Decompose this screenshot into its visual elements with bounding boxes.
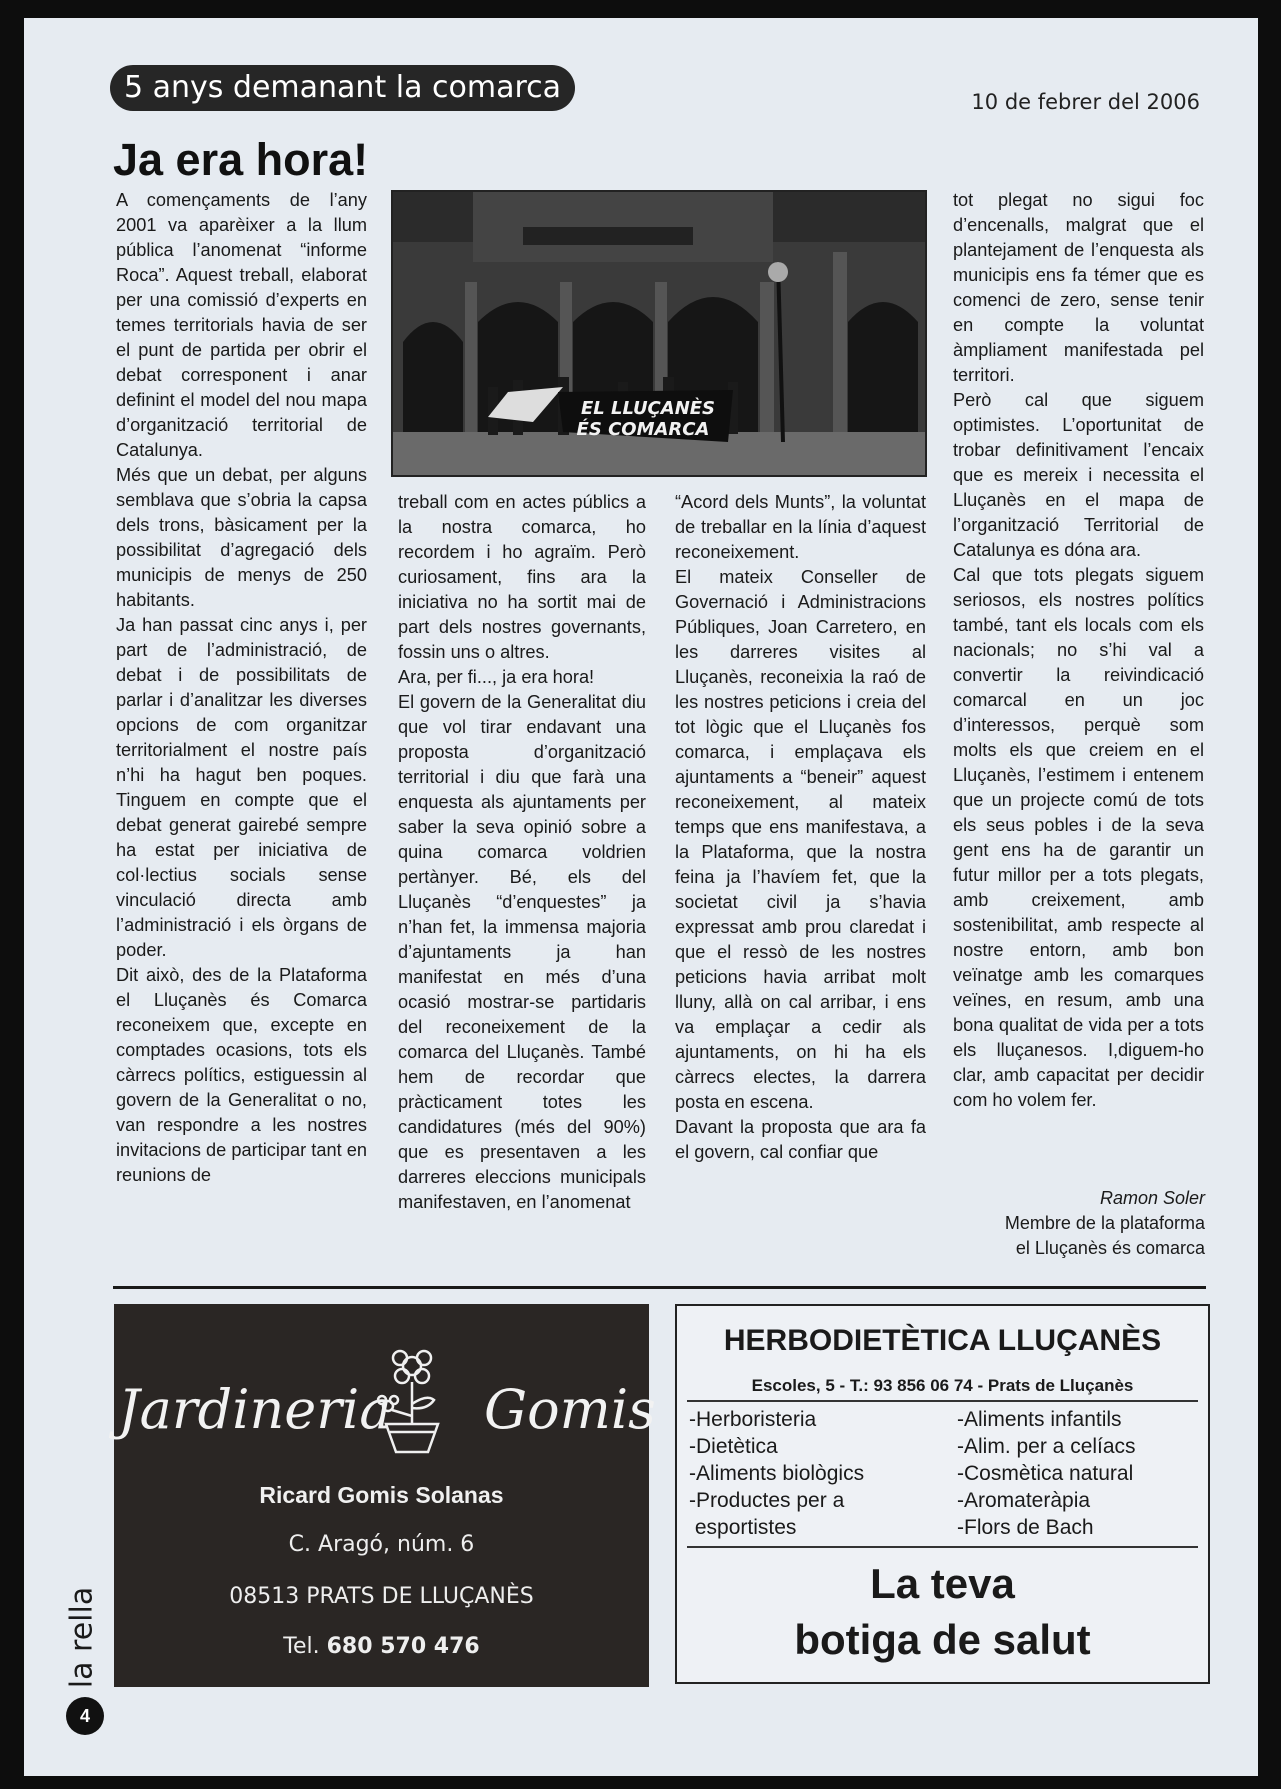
paragraph: Ja han passat cinc anys i, per part de l’administració, de debat i de possibilitats de parlar i d’analitzar les diverses opcions de com organitzar territorialment el nostre país n’hi ha hagut ben poques. Tinguem en compte que el debat generat gairebé sempre ha estat per iniciativa de col·lectius socials sense vinculació directa amb l’administració i els òrgans de poder. xyxy=(116,615,367,960)
issue-date: 10 de febrer del 2006 xyxy=(971,90,1200,114)
list-item: -Aromateràpia xyxy=(957,1489,1091,1512)
list-item: -Flors de Bach xyxy=(957,1516,1094,1539)
product-list-left xyxy=(689,1406,864,1541)
divider xyxy=(687,1546,1198,1548)
phone-number: 680 570 476 xyxy=(326,1634,480,1659)
list-item: -Productes per a xyxy=(689,1489,845,1512)
herbodietetica-ad xyxy=(675,1304,1210,1684)
paragraph: Però cal que siguem optimistes. L’oportunitat de trobar definitivament l’encaix que es mereix i necessita el Lluçanès en el mapa de l’organització Territorial de Catalunya es dóna ara. xyxy=(953,390,1204,560)
slogan-line-1: La teva xyxy=(870,1560,1015,1607)
page-number: 4 xyxy=(66,1697,104,1735)
list-item: -Aliments infantils xyxy=(957,1408,1122,1431)
product-list-right xyxy=(957,1406,1136,1541)
ad-brand-name-right: Gomis xyxy=(484,1378,656,1441)
paragraph: Cal que tots plegats siguem seriosos, els nostres polítics també, tant els locals com els nacionals; no s’hi val a convertir la reivindicació comarcal en un joc d’interessos, perquè som molts els que creiem en el Lluçanès, l’estimem i entenem que un projecte comú de tots els seus pobles i de la seva gent ens ha de garantir un futur millor per a tots plegats, amb creixement, amb sostenibilitat, amb respecte al nostre entorn, amb bon veïnatge amb les comarques veïnes, en resum, amb una bona qualitat de vida per a tots els lluçanesos. I,diguem-ho clar, amb capacitat per decidir com ho volem fer. xyxy=(953,565,1204,1110)
ad-address: C. Aragó, núm. 6 xyxy=(288,1532,475,1557)
list-item: -Aliments biològics xyxy=(689,1462,865,1485)
list-item: esportistes xyxy=(689,1516,797,1539)
author-role: Membre de la plataforma xyxy=(1004,1213,1205,1233)
article-column-2 xyxy=(398,490,646,1215)
article-signature xyxy=(900,1186,1205,1261)
slogan-line-2: botiga de salut xyxy=(794,1616,1091,1663)
ad-slogan xyxy=(677,1556,1208,1668)
paragraph: Ara, per fi..., ja era hora! xyxy=(398,667,595,687)
brand-text: la rella xyxy=(64,1586,100,1689)
flower-pot-icon xyxy=(372,1344,452,1464)
paragraph: El govern de la Generalitat diu que vol tirar endavant una proposta d’organització territorial i diu que farà una enquesta als ajuntaments per saber la seva opinió sobre a quina comarca voldrien pertànyer. Bé, els del Lluçanès “d’enquestes” ja n’han fet, la immensa majoria d’ajuntaments ja han manifestat en més d’una ocasió mostrar-se partidaris del reconeixement de la comarca del Lluçanès. També hem de recordar que pràcticament totes les candidatures (més del 90%) que es presentaven a les darreres eleccions municipals manifestaven, en l’anomenat xyxy=(398,692,646,1212)
list-item: -Dietètica xyxy=(689,1435,778,1458)
paragraph: Més que un debat, per alguns semblava que s’obria la capsa dels trons, bàsicament per la possibilitat d’agregació dels municipis de menys de 250 habitants. xyxy=(116,465,367,610)
ad-owner-name: Ricard Gomis Solanas xyxy=(259,1482,504,1508)
author-name: Ramon Soler xyxy=(1099,1188,1205,1208)
section-title: 5 anys demanant la comarca xyxy=(110,65,575,111)
section-divider xyxy=(113,1286,1206,1289)
list-item: -Cosmètica natural xyxy=(957,1462,1134,1485)
ad-phone xyxy=(114,1634,649,1659)
paragraph: tot plegat no sigui foc d’encenalls, malgrat que el plantejament de l’enquesta als municipis ens fa témer que es comenci de zero, sense tenir en compte la voluntat àmpliament manifestada pel territori. xyxy=(953,190,1204,385)
paragraph: Davant la proposta que ara fa el govern, cal confiar que xyxy=(675,1117,926,1162)
article-headline: Ja era hora! xyxy=(113,134,369,185)
ad-brand-name-left: Jardineria xyxy=(118,1378,392,1441)
publication-brand xyxy=(52,1580,112,1700)
protest-photo-illustration xyxy=(393,192,925,475)
paragraph: Dit això, des de la Plataforma el Lluçanès és Comarca reconeixem que, excepte en comptades ocasions, tots els càrrecs polítics, estiguessin al govern de la Generalitat o no, van respondre a les nostres invitacions de participar tant en reunions de xyxy=(116,965,367,1185)
article-column-1 xyxy=(116,188,367,1188)
ad-contact-line: Escoles, 5 - T.: 93 856 06 74 - Prats de Lluçanès xyxy=(751,1376,1134,1395)
phone-label: Tel. xyxy=(283,1634,320,1659)
paragraph: El mateix Conseller de Governació i Administracions Públiques, Joan Carretero, en les darreres visites al Lluçanès, reconeixia la raó de les nostres peticions i creia del tot lògic que el Lluçanès fos comarca, i emplaçava els ajuntaments a “beneir” aquest reconeixement, al mateix temps que ens manifestava, a la Plataforma, que la nostra feina ja l’havíem fet, que la societat civil ja s’havia expressat amb prou claredat i que el ressò de les nostres peticions havia arribat molt lluny, allà on cal arribar, i ens va emplaçar a cedir als ajuntaments, on hi ha els càrrecs electes, la darrera posta en escena. xyxy=(675,567,926,1112)
article-column-3 xyxy=(675,490,926,1165)
paragraph: A començaments de l’any 2001 va aparèixer a la llum pública l’anomenat “informe Roca”. Aquest treball, elaborat per una comissió d’experts en temes territorials havia de ser el punt de partida per obrir el debat corresponent i anar definint el model del nou mapa d’organització territorial de Catalunya. xyxy=(116,190,367,460)
article-column-4 xyxy=(953,188,1204,1113)
ad-shop-name: HERBODIETÈTICA LLUÇANÈS xyxy=(723,1324,1162,1357)
divider xyxy=(687,1400,1198,1402)
banner-text-line2: ÉS COMARCA xyxy=(576,419,710,440)
list-item: -Alim. per a celíacs xyxy=(957,1435,1136,1458)
banner-text-line1: EL LLUÇANÈS xyxy=(580,398,716,419)
paragraph: treball com en actes públics a la nostra comarca, ho recordem i ho agraïm. Però curiosament, fins ara la iniciativa no ha sortit mai de part dels nostres governants, fossin uns o altres. xyxy=(398,492,646,662)
list-item: -Herboristeria xyxy=(689,1408,817,1431)
paragraph: “Acord dels Munts”, la voluntat de treballar en la línia d’aquest reconeixement. xyxy=(675,492,926,562)
jardineria-gomis-ad xyxy=(114,1304,656,1687)
ad-town: 08513 PRATS DE LLUÇANÈS xyxy=(229,1584,534,1609)
author-organization: el Lluçanès és comarca xyxy=(1015,1238,1205,1258)
article-photo xyxy=(391,190,927,477)
